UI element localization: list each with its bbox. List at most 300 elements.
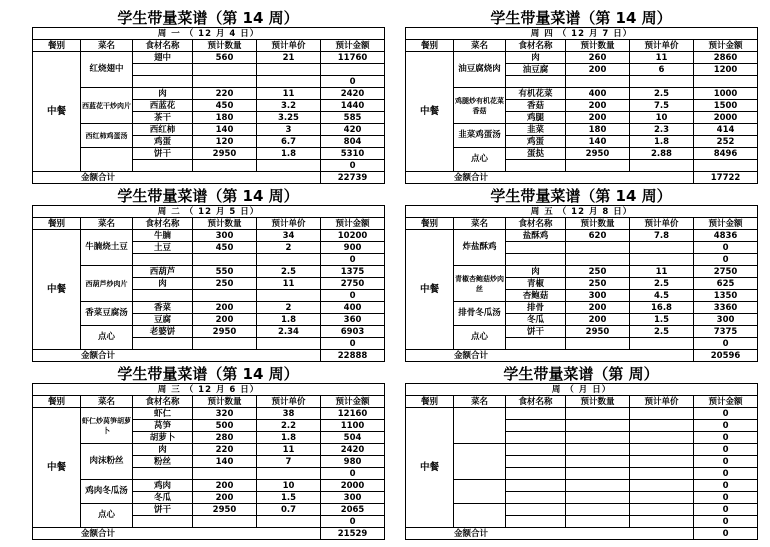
ingredient-cell: 茶干 — [133, 112, 193, 124]
ingredient-cell: 胡萝卜 — [133, 432, 193, 444]
table-row — [33, 52, 385, 64]
amount-cell: 2000 — [321, 480, 385, 492]
amount-cell: 300 — [321, 492, 385, 504]
ingredient-cell — [133, 76, 193, 88]
qty-cell: 250 — [566, 266, 630, 278]
table-row — [33, 302, 385, 314]
amount-cell: 0 — [321, 254, 385, 266]
qty-cell — [193, 338, 257, 350]
qty-cell: 450 — [193, 100, 257, 112]
ingredient-cell: 香菇 — [506, 100, 566, 112]
qty-cell — [566, 420, 630, 432]
price-cell — [630, 254, 694, 266]
ingredient-cell — [506, 432, 566, 444]
table-row — [33, 148, 385, 160]
column-header-qty: 预计数量 — [193, 218, 257, 230]
day-header: 周 三 （ 12 月 6 日） — [33, 384, 385, 396]
amount-cell: 0 — [694, 338, 758, 350]
menu-title: 学生带量菜谱（第 14 周） — [117, 9, 299, 27]
ingredient-cell — [506, 76, 566, 88]
dish-name-cell: 西红柿鸡蛋汤 — [81, 124, 133, 148]
total-label: 金额合计 — [33, 172, 321, 184]
price-cell: 3 — [257, 124, 321, 136]
dish-name-cell — [454, 480, 506, 504]
qty-cell — [566, 480, 630, 492]
price-cell — [630, 160, 694, 172]
ingredient-cell — [133, 338, 193, 350]
ingredient-cell: 肉 — [133, 278, 193, 290]
column-header-ingredient: 食材名称 — [506, 40, 566, 52]
qty-cell: 2950 — [566, 148, 630, 160]
price-cell: 2.5 — [630, 326, 694, 338]
price-cell — [257, 338, 321, 350]
qty-cell — [566, 160, 630, 172]
column-header-dish: 菜名 — [81, 396, 133, 408]
qty-cell: 200 — [566, 302, 630, 314]
qty-cell — [566, 254, 630, 266]
price-cell: 7 — [257, 456, 321, 468]
dish-name-cell: 西蓝花干炒肉片 — [81, 88, 133, 124]
dish-name-cell: 鸡腿炒有机花菜香菇 — [454, 88, 506, 124]
amount-cell: 0 — [321, 468, 385, 480]
qty-cell — [193, 516, 257, 528]
qty-cell — [566, 516, 630, 528]
price-cell: 1.8 — [630, 136, 694, 148]
total-amount: 22888 — [321, 350, 385, 362]
amount-cell: 6903 — [321, 326, 385, 338]
qty-cell — [566, 432, 630, 444]
qty-cell — [566, 242, 630, 254]
amount-cell: 1500 — [694, 100, 758, 112]
column-header-price: 预计单价 — [630, 218, 694, 230]
table-row — [406, 88, 758, 100]
dish-name-cell: 炸盐酥鸡 — [454, 230, 506, 266]
price-cell: 1.5 — [630, 314, 694, 326]
amount-cell: 7375 — [694, 326, 758, 338]
ingredient-cell — [506, 444, 566, 456]
qty-cell — [193, 76, 257, 88]
ingredient-cell — [506, 338, 566, 350]
price-cell — [257, 516, 321, 528]
dish-name-cell: 牛腩烧土豆 — [81, 230, 133, 266]
table-row — [33, 124, 385, 136]
ingredient-cell: 鸡蛋 — [133, 136, 193, 148]
ingredient-cell: 饼干 — [133, 504, 193, 516]
menu-table — [405, 27, 758, 184]
ingredient-cell: 饼干 — [133, 148, 193, 160]
amount-cell: 900 — [321, 242, 385, 254]
menu-table — [405, 205, 758, 362]
ingredient-cell — [506, 420, 566, 432]
ingredient-cell — [133, 290, 193, 302]
ingredient-cell — [506, 516, 566, 528]
dish-name-cell: 排骨冬瓜汤 — [454, 302, 506, 326]
ingredient-cell — [506, 254, 566, 266]
ingredient-cell: 肉 — [506, 266, 566, 278]
qty-cell — [193, 468, 257, 480]
qty-cell — [566, 504, 630, 516]
amount-cell: 300 — [694, 314, 758, 326]
amount-cell: 12160 — [321, 408, 385, 420]
dish-name-cell: 韭菜鸡蛋汤 — [454, 124, 506, 148]
column-header-qty: 预计数量 — [566, 396, 630, 408]
amount-cell: 8496 — [694, 148, 758, 160]
ingredient-cell: 虾仁 — [133, 408, 193, 420]
ingredient-cell: 肉 — [133, 88, 193, 100]
table-row — [33, 504, 385, 516]
amount-cell — [694, 76, 758, 88]
column-header-amount: 预计金额 — [694, 40, 758, 52]
qty-cell: 220 — [193, 444, 257, 456]
column-header-price: 预计单价 — [257, 396, 321, 408]
qty-cell — [193, 254, 257, 266]
column-header-meal: 餐别 — [406, 396, 454, 408]
ingredient-cell — [506, 468, 566, 480]
dish-name-cell: 红烧翅中 — [81, 52, 133, 88]
dish-name-cell: 青椒杏鲍菇炒肉丝 — [454, 266, 506, 302]
qty-cell: 620 — [566, 230, 630, 242]
price-cell — [630, 338, 694, 350]
price-cell: 0.7 — [257, 504, 321, 516]
amount-cell: 0 — [694, 468, 758, 480]
qty-cell: 260 — [566, 52, 630, 64]
day-header: 周 四 （ 12 月 7 日） — [406, 28, 758, 40]
qty-cell: 200 — [566, 64, 630, 76]
column-header-ingredient: 食材名称 — [506, 218, 566, 230]
amount-cell: 0 — [321, 338, 385, 350]
price-cell — [630, 516, 694, 528]
price-cell: 2.88 — [630, 148, 694, 160]
menu-table — [32, 27, 385, 184]
ingredient-cell: 香菜 — [133, 302, 193, 314]
qty-cell: 140 — [566, 136, 630, 148]
dish-name-cell — [454, 444, 506, 480]
price-cell: 2.34 — [257, 326, 321, 338]
amount-cell: 2860 — [694, 52, 758, 64]
price-cell — [257, 160, 321, 172]
column-header-price: 预计单价 — [630, 396, 694, 408]
ingredient-cell — [506, 408, 566, 420]
table-row — [406, 504, 758, 516]
amount-cell: 504 — [321, 432, 385, 444]
amount-cell: 0 — [694, 408, 758, 420]
qty-cell: 400 — [566, 88, 630, 100]
total-amount: 0 — [694, 528, 758, 540]
column-header-meal: 餐别 — [406, 218, 454, 230]
ingredient-cell: 肉 — [133, 444, 193, 456]
ingredient-cell — [506, 242, 566, 254]
amount-cell: 1100 — [321, 420, 385, 432]
ingredient-cell — [506, 492, 566, 504]
table-row — [406, 148, 758, 160]
price-cell: 11 — [257, 278, 321, 290]
meal-type-cell: 中餐 — [406, 230, 454, 350]
qty-cell: 250 — [566, 278, 630, 290]
menu-title: 学生带量菜谱（第 14 周） — [117, 365, 299, 383]
ingredient-cell — [506, 456, 566, 468]
amount-cell: 0 — [321, 290, 385, 302]
price-cell — [630, 408, 694, 420]
amount-cell: 1440 — [321, 100, 385, 112]
amount-cell: 980 — [321, 456, 385, 468]
price-cell: 1.8 — [257, 314, 321, 326]
price-cell — [630, 480, 694, 492]
menu-title: 学生带量菜谱（第 14 周） — [490, 9, 672, 27]
qty-cell: 300 — [566, 290, 630, 302]
ingredient-cell: 西红柿 — [133, 124, 193, 136]
amount-cell: 804 — [321, 136, 385, 148]
ingredient-cell: 鸡腿 — [506, 112, 566, 124]
dish-name-cell: 虾仁炒莴笋胡萝卜 — [81, 408, 133, 444]
price-cell: 3.2 — [257, 100, 321, 112]
ingredient-cell: 杏鲍菇 — [506, 290, 566, 302]
dish-name-cell: 香菜豆腐汤 — [81, 302, 133, 326]
price-cell: 1.8 — [257, 432, 321, 444]
qty-cell — [566, 76, 630, 88]
qty-cell: 140 — [193, 456, 257, 468]
ingredient-cell: 冬瓜 — [133, 492, 193, 504]
price-cell — [630, 504, 694, 516]
price-cell: 7.5 — [630, 100, 694, 112]
ingredient-cell: 豆腐 — [133, 314, 193, 326]
amount-cell: 0 — [694, 492, 758, 504]
price-cell: 2 — [257, 242, 321, 254]
table-row — [33, 444, 385, 456]
table-row — [33, 88, 385, 100]
column-header-amount: 预计金额 — [321, 396, 385, 408]
total-label: 金额合计 — [406, 172, 694, 184]
column-header-meal: 餐别 — [33, 396, 81, 408]
qty-cell — [566, 492, 630, 504]
price-cell: 7.8 — [630, 230, 694, 242]
price-cell — [257, 64, 321, 76]
amount-cell: 2000 — [694, 112, 758, 124]
price-cell: 10 — [257, 480, 321, 492]
amount-cell: 1375 — [321, 266, 385, 278]
price-cell — [257, 76, 321, 88]
column-header-price: 预计单价 — [257, 218, 321, 230]
amount-cell: 420 — [321, 124, 385, 136]
column-header-meal: 餐别 — [33, 40, 81, 52]
qty-cell: 550 — [193, 266, 257, 278]
column-header-meal: 餐别 — [406, 40, 454, 52]
amount-cell: 2420 — [321, 444, 385, 456]
price-cell: 6 — [630, 64, 694, 76]
ingredient-cell: 冬瓜 — [506, 314, 566, 326]
qty-cell: 200 — [566, 314, 630, 326]
ingredient-cell — [506, 504, 566, 516]
column-header-dish: 菜名 — [81, 218, 133, 230]
amount-cell: 625 — [694, 278, 758, 290]
amount-cell: 585 — [321, 112, 385, 124]
ingredient-cell — [133, 468, 193, 480]
day-header: 周 二 （ 12 月 5 日） — [33, 206, 385, 218]
amount-cell: 5310 — [321, 148, 385, 160]
price-cell — [630, 76, 694, 88]
dish-name-cell: 点心 — [454, 148, 506, 172]
amount-cell: 0 — [694, 504, 758, 516]
dish-name-cell: 西葫芦炒肉片 — [81, 266, 133, 302]
amount-cell: 0 — [321, 160, 385, 172]
amount-cell: 360 — [321, 314, 385, 326]
ingredient-cell: 油豆腐 — [506, 64, 566, 76]
table-row — [406, 408, 758, 420]
table-row — [33, 408, 385, 420]
total-label: 金额合计 — [406, 528, 694, 540]
ingredient-cell: 老婆饼 — [133, 326, 193, 338]
column-header-qty: 预计数量 — [193, 396, 257, 408]
table-row — [406, 302, 758, 314]
qty-cell: 200 — [566, 100, 630, 112]
table-row — [33, 266, 385, 278]
ingredient-cell: 有机花菜 — [506, 88, 566, 100]
day-header: 周 一 （ 12 月 4 日） — [33, 28, 385, 40]
column-header-dish: 菜名 — [454, 40, 506, 52]
price-cell — [630, 444, 694, 456]
qty-cell: 2950 — [193, 326, 257, 338]
qty-cell — [193, 160, 257, 172]
amount-cell: 0 — [321, 516, 385, 528]
amount-cell: 0 — [694, 432, 758, 444]
amount-cell: 3360 — [694, 302, 758, 314]
qty-cell: 300 — [193, 230, 257, 242]
dish-name-cell: 肉沫粉丝 — [81, 444, 133, 480]
qty-cell — [193, 64, 257, 76]
ingredient-cell — [506, 480, 566, 492]
meal-type-cell: 中餐 — [33, 408, 81, 528]
dish-name-cell: 油豆腐烧肉 — [454, 52, 506, 88]
dish-name-cell: 点心 — [81, 504, 133, 528]
qty-cell: 2950 — [193, 504, 257, 516]
amount-cell: 0 — [694, 242, 758, 254]
qty-cell: 2950 — [193, 148, 257, 160]
amount-cell: 414 — [694, 124, 758, 136]
ingredient-cell: 莴笋 — [133, 420, 193, 432]
qty-cell — [566, 338, 630, 350]
price-cell — [630, 432, 694, 444]
column-header-meal: 餐别 — [33, 218, 81, 230]
price-cell: 3.25 — [257, 112, 321, 124]
qty-cell: 500 — [193, 420, 257, 432]
meal-type-cell: 中餐 — [33, 230, 81, 350]
price-cell: 11 — [257, 88, 321, 100]
price-cell: 11 — [257, 444, 321, 456]
column-header-dish: 菜名 — [454, 218, 506, 230]
price-cell: 38 — [257, 408, 321, 420]
meal-type-cell: 中餐 — [33, 52, 81, 172]
qty-cell: 2950 — [566, 326, 630, 338]
ingredient-cell: 鸡蛋 — [506, 136, 566, 148]
amount-cell: 0 — [694, 480, 758, 492]
amount-cell: 2750 — [321, 278, 385, 290]
price-cell: 2.5 — [630, 278, 694, 290]
qty-cell: 200 — [193, 480, 257, 492]
amount-cell: 1350 — [694, 290, 758, 302]
price-cell: 2.5 — [257, 266, 321, 278]
table-row — [406, 326, 758, 338]
amount-cell: 4836 — [694, 230, 758, 242]
ingredient-cell — [133, 160, 193, 172]
ingredient-cell — [133, 64, 193, 76]
column-header-ingredient: 食材名称 — [133, 396, 193, 408]
table-row — [33, 326, 385, 338]
column-header-price: 预计单价 — [630, 40, 694, 52]
amount-cell: 0 — [694, 254, 758, 266]
menu-table — [32, 383, 385, 540]
dish-name-cell: 鸡肉冬瓜汤 — [81, 480, 133, 504]
total-amount: 20596 — [694, 350, 758, 362]
qty-cell: 200 — [193, 302, 257, 314]
price-cell: 10 — [630, 112, 694, 124]
qty-cell: 450 — [193, 242, 257, 254]
price-cell — [630, 468, 694, 480]
total-label: 金额合计 — [33, 350, 321, 362]
column-header-ingredient: 食材名称 — [133, 218, 193, 230]
qty-cell: 560 — [193, 52, 257, 64]
ingredient-cell: 西蓝花 — [133, 100, 193, 112]
dish-name-cell: 点心 — [81, 326, 133, 350]
amount-cell: 1200 — [694, 64, 758, 76]
amount-cell — [321, 64, 385, 76]
qty-cell: 140 — [193, 124, 257, 136]
qty-cell: 200 — [566, 112, 630, 124]
column-header-ingredient: 食材名称 — [506, 396, 566, 408]
price-cell: 1.8 — [257, 148, 321, 160]
ingredient-cell: 韭菜 — [506, 124, 566, 136]
qty-cell: 200 — [193, 492, 257, 504]
column-header-amount: 预计金额 — [321, 218, 385, 230]
amount-cell: 2065 — [321, 504, 385, 516]
price-cell — [630, 492, 694, 504]
menu-table — [32, 205, 385, 362]
price-cell — [630, 456, 694, 468]
column-header-dish: 菜名 — [454, 396, 506, 408]
ingredient-cell: 饼干 — [506, 326, 566, 338]
qty-cell: 180 — [566, 124, 630, 136]
qty-cell: 280 — [193, 432, 257, 444]
dish-name-cell — [81, 148, 133, 172]
qty-cell — [566, 408, 630, 420]
price-cell: 1.5 — [257, 492, 321, 504]
ingredient-cell — [506, 160, 566, 172]
dish-name-cell — [454, 408, 506, 444]
column-header-dish: 菜名 — [81, 40, 133, 52]
qty-cell: 320 — [193, 408, 257, 420]
ingredient-cell: 粉丝 — [133, 456, 193, 468]
total-label: 金额合计 — [406, 350, 694, 362]
amount-cell: 2420 — [321, 88, 385, 100]
column-header-price: 预计单价 — [257, 40, 321, 52]
ingredient-cell: 牛腩 — [133, 230, 193, 242]
price-cell: 2 — [257, 302, 321, 314]
table-row — [406, 480, 758, 492]
qty-cell — [566, 468, 630, 480]
ingredient-cell — [133, 516, 193, 528]
amount-cell: 10200 — [321, 230, 385, 242]
menu-title: 学生带量菜谱（第 14 周） — [490, 187, 672, 205]
ingredient-cell: 盐酥鸡 — [506, 230, 566, 242]
column-header-ingredient: 食材名称 — [133, 40, 193, 52]
price-cell: 11 — [630, 52, 694, 64]
column-header-qty: 预计数量 — [566, 40, 630, 52]
column-header-amount: 预计金额 — [694, 218, 758, 230]
price-cell — [630, 242, 694, 254]
table-row — [406, 52, 758, 64]
column-header-amount: 预计金额 — [321, 40, 385, 52]
qty-cell — [566, 456, 630, 468]
table-row — [406, 266, 758, 278]
table-row — [406, 444, 758, 456]
